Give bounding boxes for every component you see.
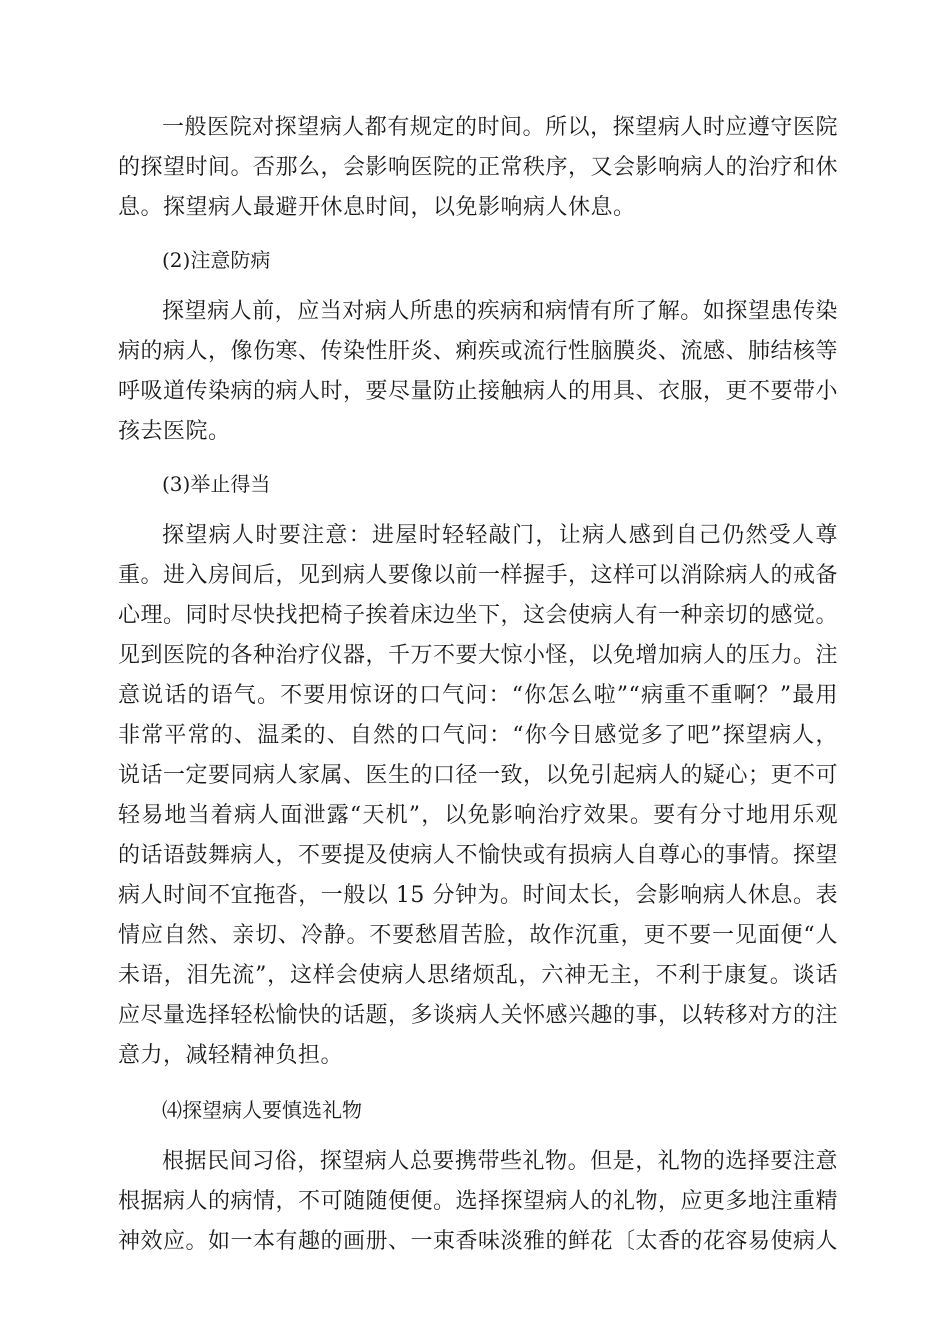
paragraph-visiting-hours: 一般医院对探望病人都有规定的时间。所以，探望病人时应遵守医院的探望时间。否那么，会影响医院的正常秩序，又会影响病人的治疗和休息。探望病人最避开休息时间，以免影响病人休息。 [118, 115, 839, 220]
heading-proper-behavior: (3)举止得当 [162, 472, 271, 496]
heading-choose-gifts: ⑷探望病人要慎选礼物 [162, 1098, 362, 1122]
heading-disease-prevention: (2)注意防病 [162, 248, 271, 272]
document-page [118, 108, 838, 1262]
paragraph-choose-gifts: 根据民间习俗，探望病人总要携带些礼物。但是，礼物的选择要注意根据病人的病情，不可随随便便。选择探望病人的礼物，应更多地注重精神效应。如一本有趣的画册、一束香味淡雅的鲜花〔太香的花容易使病人 [118, 1149, 839, 1254]
paragraph-proper-behavior: 探望病人时要注意：进屋时轻轻敲门，让病人感到自己仍然受人尊重。进入房间后，见到病人要像以前一样握手，这样可以消除病人的戒备心理。同时尽快找把椅子挨着床边坐下，这会使病人有一种亲切的感觉。见到医院的各种治疗仪器，千万不要大惊小怪，以免增加病人的压力。注意说话的语气。不要用惊讶的口气问：“你怎么啦”“病重不重啊？”最用非常平常的、温柔的、自然的口气问：“你今日感觉多了吧”探望病人，说话一定要同病人家属、医生的口径一致，以免引起病人的疑心；更不可轻易地当着病人面泄露“天机”，以免影响治疗效果。要有分寸地用乐观的话语鼓舞病人，不要提及使病人不愉快或有损病人自尊心的事情。探望病人时间不宜拖沓，一般以 15 分钟为。时间太长，会影响病人休息。表情应自然、亲切、冷静。不要愁眉苦脸，故作沉重，更不要一见面便“人未语，泪先流”，这样会使病人思绪烦乱，六神无主，不利于康复。谈话应尽量选择轻松愉快的话题，多谈病人关怀感兴趣的事，以转移对方的注意力，减轻精神负担。 [118, 523, 839, 1068]
paragraph-disease-prevention: 探望病人前，应当对病人所患的疾病和病情有所了解。如探望患传染病的病人，像伤寒、传染性肝炎、痢疾或流行性脑膜炎、流感、肺结核等呼吸道传染病的病人时，要尽量防止接触病人的用具、衣服，更不要带小孩去医院。 [118, 299, 839, 444]
